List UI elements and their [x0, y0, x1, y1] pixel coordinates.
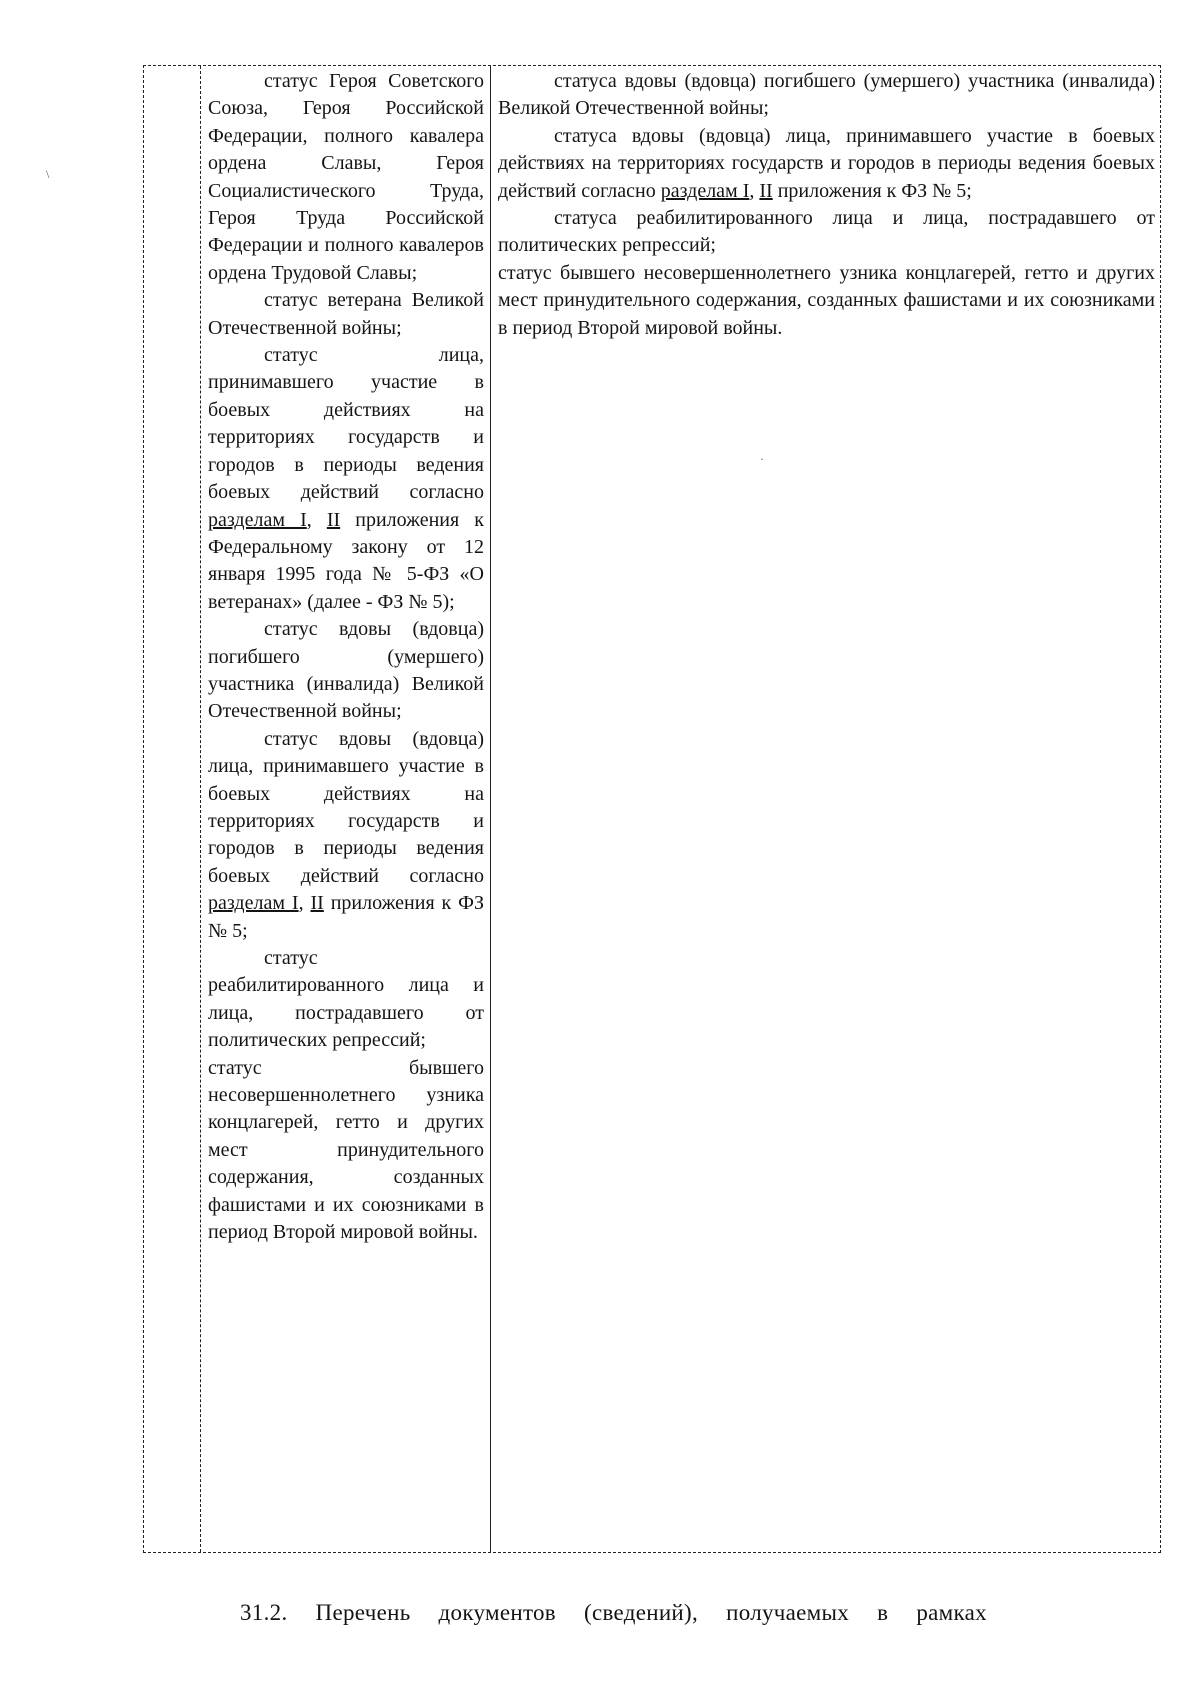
link-sections-i[interactable]: разделам I: [660, 179, 750, 202]
table-column-divider: [200, 66, 201, 1552]
table-cell-status-list: [208, 68, 484, 1246]
paragraph-widow-combat-status: статус вдовы (вдовца) лица, принимавшего участие в боевых действиях на территориях государств и городов в периоды ведения боевых действий согласно разделам I, II приложения к ФЗ № 5;: [208, 727, 485, 942]
scan-artifact: \: [46, 167, 50, 181]
table-cell-status-list-right: [498, 68, 1155, 342]
paragraph-widow-combat-status: статуса вдовы (вдовца) лица, принимавшего участие в боевых действиях на территориях государств и городов в периоды ведения боевых действий согласно разделам I, II приложения к ФЗ № 5;: [498, 124, 1155, 202]
paragraph-veteran-status: статус ветерана Великой Отечественной войны;: [208, 289, 484, 339]
paragraph-combat-participant-status: статус лица, принимавшего участие в боевых действиях на территориях государств и городов в периоды ведения боевых действий согласно разделам I, II приложения к Федеральному закону от 12 января 1995 года № 5-ФЗ «О ветеранах» (далее - ФЗ № 5);: [208, 344, 484, 613]
section-heading-31-2: 31.2. Перечень документов (сведений), получаемых в рамках: [240, 1600, 987, 1625]
document-table: [143, 65, 1161, 1553]
link-section-ii[interactable]: II: [310, 892, 324, 915]
paragraph-widow-wwii-status: статуса вдовы (вдовца) погибшего (умершего) участника (инвалида) Великой Отечественной войны;: [498, 70, 1155, 120]
paragraph-prisoner-status: статус бывшего несовершеннолетнего узника концлагерей, гетто и других мест принудительного содержания, созданных фашистами и их союзниками в период Второй мировой войны.: [498, 261, 1155, 339]
table-column-divider: [490, 66, 491, 1552]
link-section-ii[interactable]: II: [759, 179, 773, 202]
paragraph-prisoner-status: статус бывшего несовершеннолетнего узника концлагерей, гетто и других мест принудительного содержания, созданных фашистами и их союзниками в период Второй мировой войны.: [208, 1056, 484, 1244]
link-sections-i[interactable]: разделам I: [208, 508, 307, 531]
paragraph-widow-wwii-status: статус вдовы (вдовца) погибшего (умершего) участника (инвалида) Великой Отечественной войны;: [208, 618, 484, 723]
scan-artifact: ·: [760, 452, 764, 466]
paragraph-rehabilitated-status: статуса реабилитированного лица и лица, пострадавшего от политических репрессий;: [498, 207, 1155, 257]
paragraph-hero-status: статус Героя Советского Союза, Героя Российской Федерации, полного кавалера ордена Славы, Героя Социалистического Труда, Героя Труда Российской Федерации и полного кавалеров ордена Трудовой Славы;: [208, 70, 484, 284]
link-sections-i[interactable]: разделам I: [208, 892, 299, 915]
link-section-ii[interactable]: II: [326, 508, 341, 531]
paragraph-rehabilitated-status: статус реабилитированного лица и лица, пострадавшего от политических репрессий;: [208, 947, 484, 1052]
